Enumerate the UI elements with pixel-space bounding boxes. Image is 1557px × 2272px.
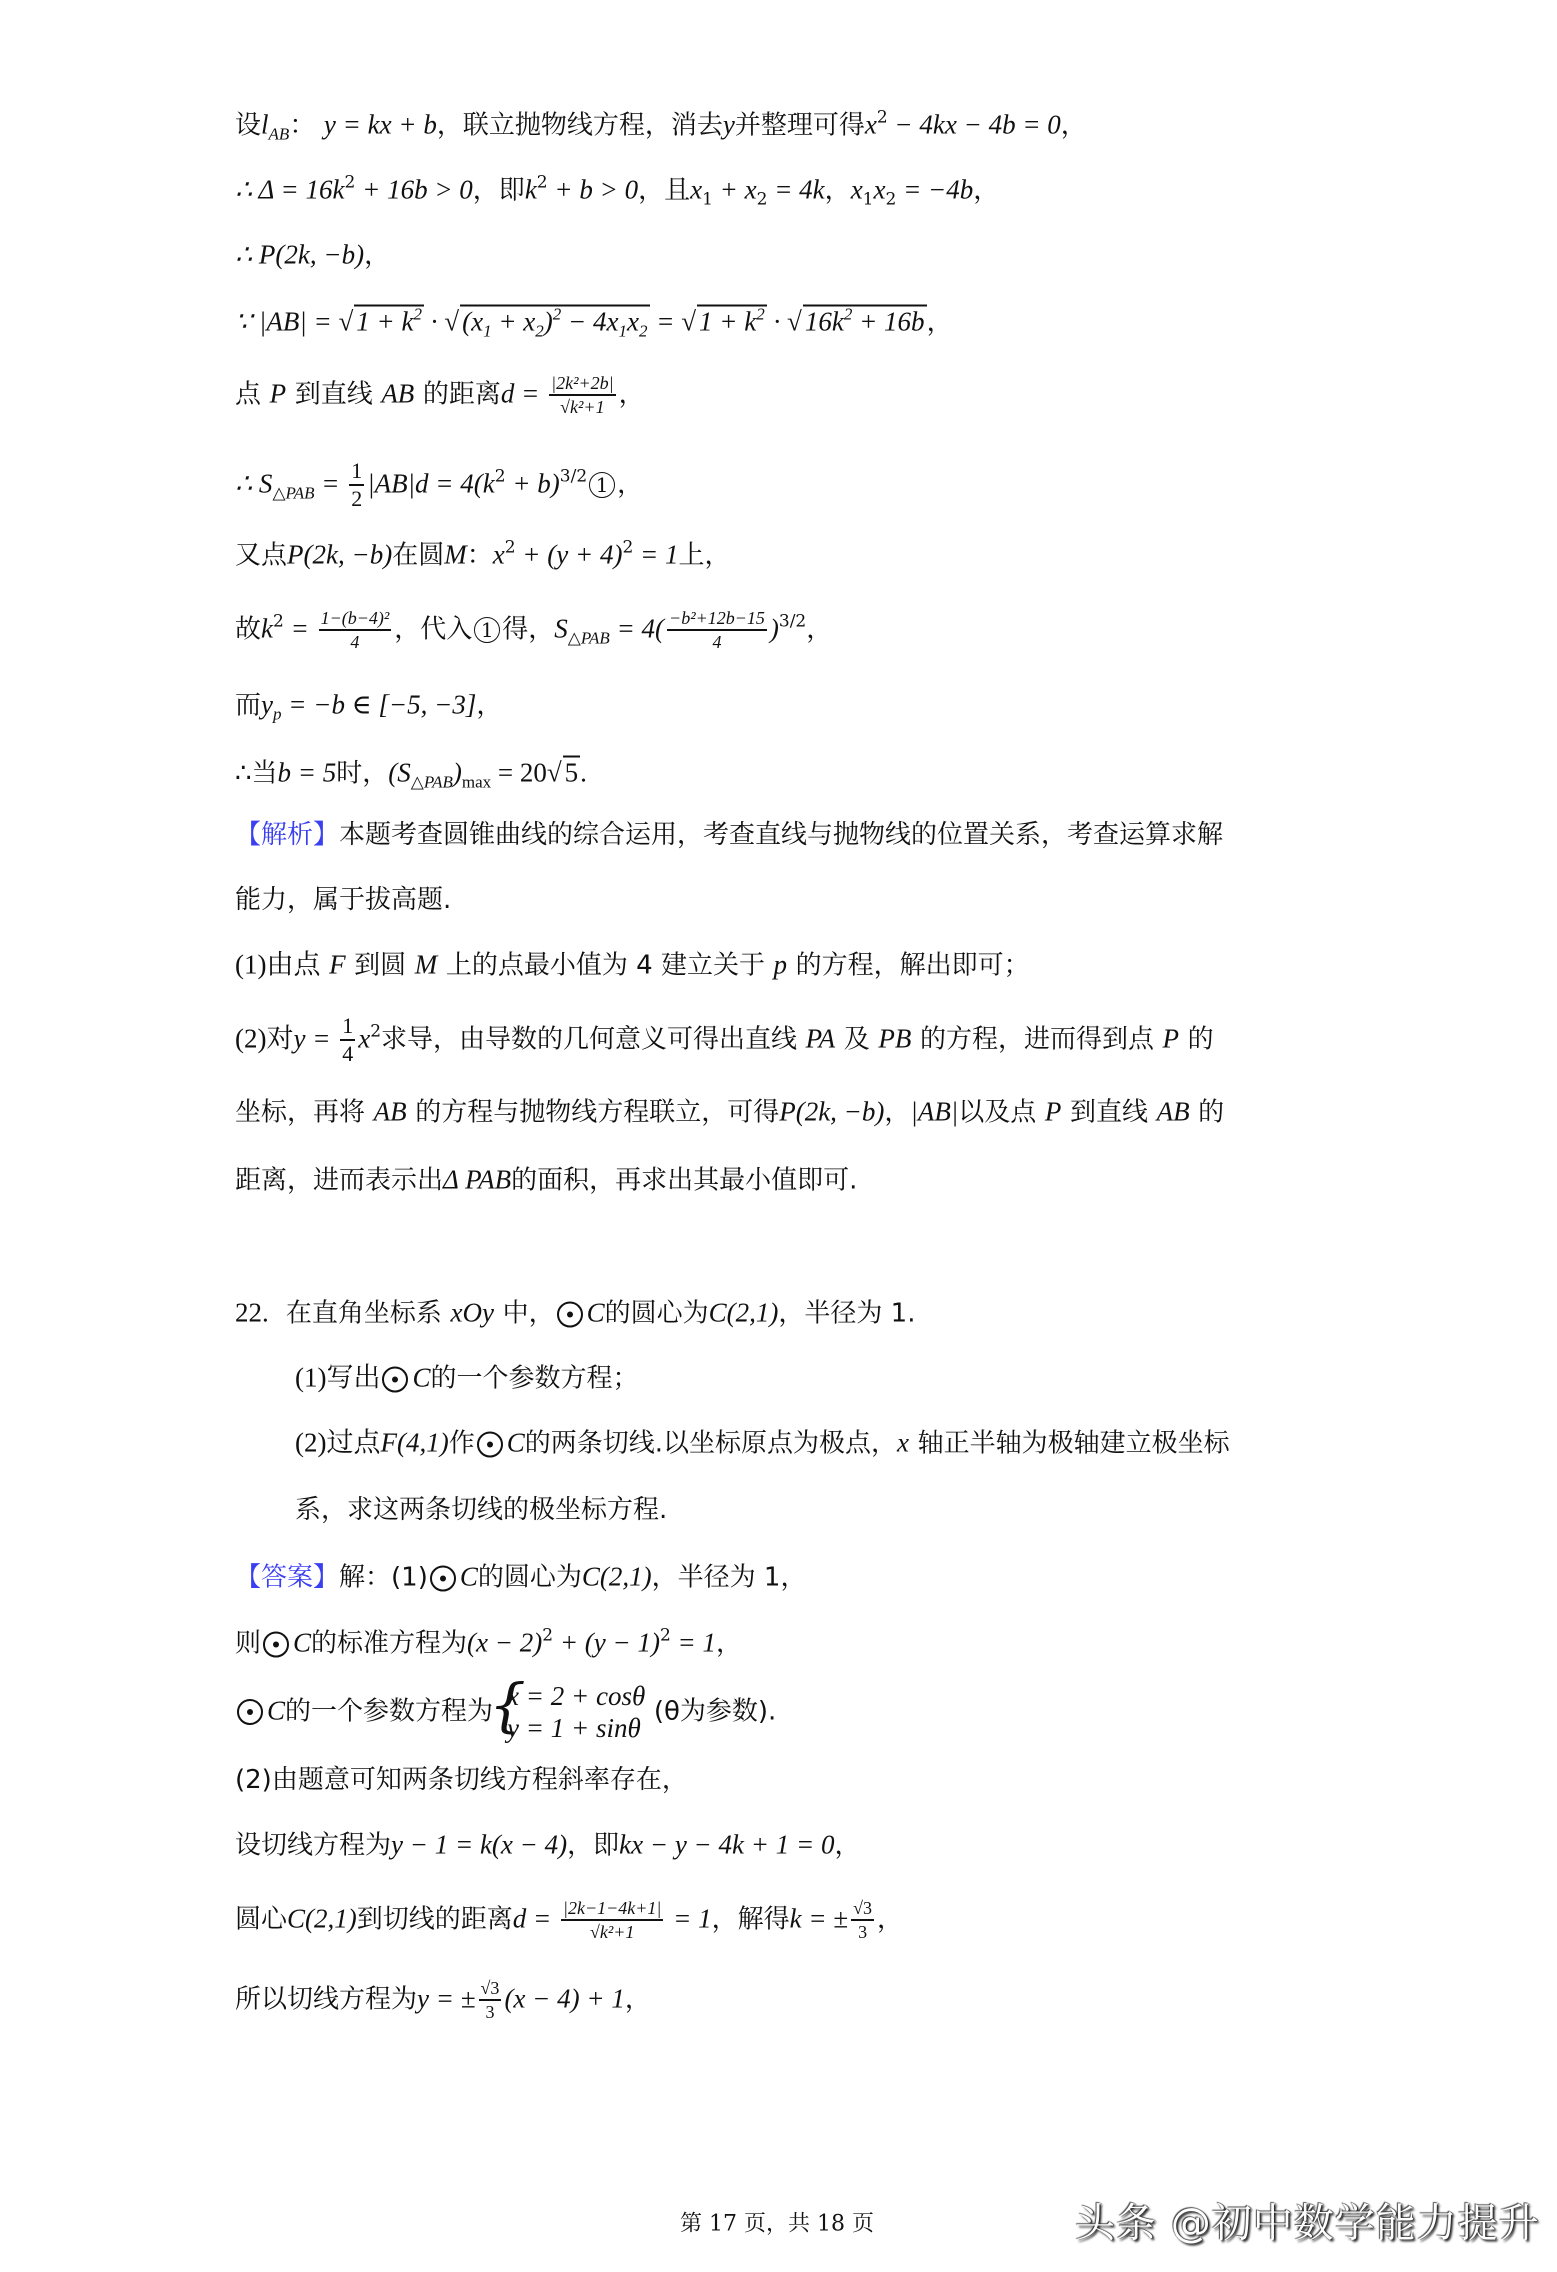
math: x (358, 1023, 371, 1054)
math: + b > 0 (547, 174, 639, 205)
text: ，半径为 1， (651, 1562, 807, 1593)
parametric-system (493, 1680, 645, 1744)
denominator: 4 (712, 632, 722, 652)
math: = 4k (767, 174, 825, 205)
fraction (549, 372, 615, 418)
question-22-part-1 (295, 1361, 639, 1396)
text: ，且 (638, 175, 691, 206)
math: |AB| (910, 1096, 959, 1127)
math: kx − y − 4k + 1 = 0 (619, 1829, 835, 1860)
math: + (y + 4) (515, 539, 623, 570)
math-sup: 2 (536, 172, 548, 193)
circle-dot-icon (382, 1366, 408, 1392)
text: 解：(1) (339, 1562, 428, 1593)
math: ∴ Δ = 16k (235, 174, 345, 205)
text: ： (466, 540, 493, 571)
math: (S (388, 757, 411, 788)
math: AB (373, 1096, 407, 1127)
math-sub: 2 (885, 189, 897, 210)
text: 中， (502, 1298, 555, 1329)
text: 的 (1187, 1024, 1214, 1055)
math-sup: 2 (756, 304, 765, 324)
math: b = 5 (277, 757, 337, 788)
text: 到切线的距离 (356, 1904, 513, 1935)
math: x (864, 109, 877, 140)
math-sub: 1 (862, 189, 874, 210)
text: 的面积，再求出其最小值即可. (511, 1165, 858, 1196)
analysis-tag: 【解析】 (235, 820, 340, 850)
answer-line-5 (235, 1828, 860, 1863)
text: 则 (235, 1628, 262, 1659)
math-sub: max (461, 772, 492, 792)
math: + x (712, 174, 757, 205)
fraction (561, 1897, 663, 1943)
text: 以及点 (958, 1097, 1037, 1128)
watermark: 头条 @初中数学能力提升 (1075, 2200, 1540, 2247)
math: y − 1 = k(x − 4) (391, 1829, 568, 1860)
text: 的方程，解出即可； (795, 950, 1030, 981)
math-sub: 1 (483, 321, 492, 341)
text: 时， (336, 758, 389, 789)
math: + 16b (852, 306, 925, 337)
math: + 16b > 0 (355, 174, 473, 205)
analysis-line-6 (235, 1163, 857, 1198)
math: = −b ∈ [−5, −3] (281, 689, 477, 720)
numerator: |2k²+2b| (549, 372, 615, 396)
text: ， (364, 240, 391, 271)
text: 的方程，进而得到点 (919, 1024, 1154, 1055)
text: 圆心 (235, 1904, 288, 1935)
denominator: √k²+1 (560, 397, 605, 417)
text: 求导，由导数的几何意义可得出直线 (381, 1024, 798, 1055)
math-sup: 2 (843, 304, 853, 324)
fraction (851, 1897, 874, 1943)
text: 设 (235, 110, 262, 141)
math: xOy (450, 1297, 494, 1328)
text: 并整理可得 (734, 110, 865, 141)
math: = −4b (896, 174, 974, 205)
text: 坐标，再将 (235, 1097, 366, 1128)
math-sup: 2 (552, 304, 562, 324)
math: p (773, 949, 788, 980)
text: 而 (235, 690, 262, 721)
math: C(2,1) (581, 1561, 652, 1592)
math: 1 + k (356, 306, 414, 337)
math-sub: 2 (535, 321, 544, 341)
text: 上的点最小值为 4 建立关于 (445, 950, 765, 981)
math: y = kx + b (323, 109, 437, 140)
math: |AB|d = 4(k (367, 468, 495, 499)
text: ， (617, 469, 644, 500)
circled-number-icon: 1 (474, 617, 500, 643)
question-22-part-2 (295, 1426, 1230, 1461)
text: (2)过点 (295, 1427, 381, 1458)
math: P (269, 378, 287, 409)
math: 16k (804, 306, 844, 337)
text: ， (824, 175, 851, 206)
text: 设切线方程为 (235, 1830, 392, 1861)
math: y (722, 109, 735, 140)
sqrt (803, 305, 927, 337)
math: d = (500, 378, 547, 409)
math-sub: △PAB (410, 772, 453, 792)
analysis-line-3 (235, 948, 1030, 983)
text: (2)对 (235, 1023, 294, 1054)
math-sup: 2 (370, 1021, 382, 1042)
solution-line-7 (235, 538, 731, 573)
circle-dot-icon (263, 1631, 289, 1657)
math: x (897, 1427, 909, 1458)
math: AB (1156, 1096, 1190, 1127)
text: ，半径为 1. (778, 1298, 916, 1329)
numerator: 1 (340, 1013, 355, 1041)
numerator: −b²+12b−15 (667, 607, 767, 631)
sqrt (460, 304, 649, 341)
math-sup: 2 (876, 107, 888, 128)
text: 又点 (235, 540, 288, 571)
sqrt (697, 305, 767, 337)
math: − 4x (561, 306, 619, 337)
denominator: 3 (485, 2002, 495, 2022)
analysis-line-4 (235, 1013, 1214, 1067)
math: M (444, 539, 467, 570)
math-sub: 2 (756, 189, 768, 210)
text: 能力，属于拔高题. (235, 885, 452, 915)
text: ， (926, 307, 953, 338)
text: ， (884, 1097, 911, 1128)
math: = (283, 613, 316, 644)
solution-line-4 (235, 305, 953, 340)
text: 故 (235, 614, 262, 645)
math: ∴ P(2k, −b) (235, 239, 365, 270)
text: 的圆心为 (477, 1562, 582, 1593)
math: y = ± (417, 1983, 476, 2014)
math: = 4( (609, 613, 665, 644)
math: ∵ |AB| = √ (235, 306, 354, 337)
fraction (340, 1013, 355, 1067)
math-sup: 2 (494, 466, 506, 487)
numerator: 1−(b−4)² (319, 607, 392, 631)
answer-line-2 (235, 1626, 742, 1661)
fraction (349, 458, 364, 512)
math: S (554, 613, 568, 644)
math: ) (452, 757, 462, 788)
math-sup: 3/2 (778, 611, 807, 632)
math: C (506, 1427, 525, 1458)
math: x (873, 174, 886, 205)
math: C (586, 1297, 605, 1328)
fraction (319, 607, 392, 653)
math: = 1 (633, 539, 679, 570)
math: C (412, 1362, 431, 1393)
math: PA (805, 1023, 836, 1054)
text: (2)由题意可知两条切线方程斜率存在， (235, 1765, 688, 1795)
analysis-line-1 (235, 818, 1223, 852)
math: C (293, 1627, 312, 1658)
text: 的两条切线.以坐标原点为极点， (524, 1428, 898, 1459)
math-sup: 2 (622, 537, 634, 558)
math: x (690, 174, 703, 205)
question-number: 22. (235, 1297, 269, 1328)
numerator: √3 (479, 1977, 502, 2001)
math: k (261, 613, 273, 644)
math: P (1162, 1023, 1180, 1054)
math: − 4kx − 4b = 0 (887, 109, 1061, 140)
math: k = ± (789, 1903, 849, 1934)
text: (1)由点 (235, 949, 321, 980)
math: C (459, 1561, 478, 1592)
math: M (414, 949, 438, 980)
text: 的方程与抛物线方程联立，可得 (415, 1097, 780, 1128)
math-sup: 2 (504, 537, 516, 558)
math: . (580, 757, 587, 788)
text: ，联立抛物线方程，消去 (436, 110, 723, 141)
math: C(2,1) (708, 1297, 779, 1328)
text: 在直角坐标系 (285, 1298, 442, 1329)
math: k (524, 174, 537, 205)
text: ： (289, 110, 316, 141)
math-sup: 2 (659, 1625, 671, 1646)
math-sub: 1 (702, 189, 713, 210)
math-sup: 2 (344, 172, 356, 193)
math: P(2k, −b) (287, 539, 393, 570)
fraction (479, 1977, 502, 2023)
numerator: √3 (851, 1897, 874, 1921)
circled-number-icon: 1 (589, 472, 615, 498)
sqrt (354, 305, 424, 337)
math: = (314, 468, 347, 499)
text: 点 (235, 379, 262, 410)
numerator: |2k−1−4k+1| (561, 1897, 663, 1921)
circle-dot-icon (477, 1431, 503, 1457)
text: 到直线 (1069, 1097, 1148, 1128)
denominator: √k²+1 (589, 1922, 635, 1942)
math: = √ (649, 306, 697, 337)
math: + x (491, 306, 536, 337)
text: 的一个参数方程为 (285, 1696, 494, 1727)
math: x (627, 306, 639, 337)
solution-line-5 (235, 372, 645, 418)
text: 所以切线方程为 (235, 1984, 418, 2015)
text: 的一个参数方程； (430, 1363, 639, 1394)
text: ， (973, 175, 1000, 206)
math: AB (381, 378, 415, 409)
text: ， (716, 1628, 743, 1659)
text: ， (618, 379, 645, 410)
math: x (492, 539, 505, 570)
math: C (267, 1695, 286, 1726)
solution-line-9 (235, 688, 502, 723)
math-sup: 2 (413, 304, 423, 324)
text: (θ为参数). (653, 1696, 777, 1727)
math-sub: p (273, 704, 282, 724)
solution-line-10 (235, 756, 587, 791)
text: ， (834, 1830, 861, 1861)
text: 到圆 (354, 950, 407, 981)
math: (x − 4) + 1 (504, 1983, 625, 2014)
math: 1 + k (699, 306, 757, 337)
math-sub: △PAB (567, 628, 610, 648)
text: 的标准方程为 (311, 1628, 468, 1659)
text: 的距离 (422, 379, 501, 410)
math: (x (462, 306, 484, 337)
answer-line-3 (235, 1680, 776, 1744)
text: ， (476, 690, 503, 721)
math: l (261, 109, 269, 140)
sqrt: 5 (564, 757, 579, 788)
solution-line-8 (235, 607, 832, 653)
answer-line-7 (235, 1977, 651, 2023)
answer-line-6 (235, 1897, 903, 1943)
math: · √ (424, 306, 460, 337)
question-22-stem (235, 1296, 915, 1331)
math: d = (512, 1903, 559, 1934)
math: ) (769, 613, 779, 644)
text: ， (624, 1984, 651, 2015)
solution-line-3 (235, 238, 390, 273)
solution-line-2 (235, 173, 999, 208)
math: y = 1 + sinθ (507, 1713, 641, 1743)
math-sub: 1 (618, 321, 628, 341)
math: F (329, 949, 346, 980)
text: 得， (502, 614, 555, 645)
answer-line-1 (235, 1560, 806, 1595)
math: { x = 2 + cosθ (507, 1681, 646, 1711)
denominator: 2 (351, 486, 363, 511)
circle-dot-icon (237, 1699, 263, 1725)
text: 及 (843, 1024, 870, 1055)
answer-tag: 【答案】 (235, 1562, 340, 1593)
math: x (850, 174, 863, 205)
numerator: 1 (349, 458, 364, 486)
math: ∴ S (235, 468, 273, 499)
math: P (1044, 1096, 1062, 1127)
page-number: 第 17 页，共 18 页 (680, 2211, 874, 2237)
math-sub: 2 (639, 321, 648, 341)
text: 本题考查圆锥曲线的综合运用，考查直线与抛物线的位置关系，考查运算求解 (339, 820, 1224, 850)
math: = 20√ (491, 757, 562, 788)
math-sub: AB (268, 124, 290, 144)
text: 作 (448, 1428, 475, 1459)
math: · √ (766, 306, 802, 337)
text: ，代入 (394, 614, 473, 645)
text: 系，求这两条切线的极坐标方程. (295, 1495, 668, 1525)
text: 的 (1198, 1097, 1225, 1128)
circle-dot-icon (430, 1565, 456, 1591)
text: ， (806, 614, 833, 645)
fraction (667, 607, 767, 653)
math: ) (543, 306, 553, 337)
math-sup: 3/2 (559, 466, 588, 487)
text: 轴正半轴为极轴建立极坐标 (917, 1428, 1230, 1459)
math: (x − 2) (467, 1627, 543, 1658)
math: y (261, 689, 273, 720)
text: ， (877, 1904, 904, 1935)
answer-line-4 (235, 1763, 688, 1797)
text: 到直线 (294, 379, 373, 410)
math: + b) (505, 468, 560, 499)
math-sub: △PAB (272, 483, 315, 503)
text: 的圆心为 (604, 1298, 709, 1329)
math: y = (293, 1023, 338, 1054)
analysis-line-5 (235, 1095, 1224, 1130)
math: Δ PAB (443, 1164, 512, 1195)
math: P(2k, −b) (779, 1096, 885, 1127)
math-sup: 2 (542, 1625, 554, 1646)
text: ， (1060, 110, 1087, 141)
text: 距离，进而表示出 (235, 1165, 444, 1196)
text: 上， (678, 540, 731, 571)
question-22-part-2-cont (295, 1493, 667, 1527)
math: + (y − 1) (553, 1627, 660, 1658)
text: (1)写出 (295, 1362, 381, 1393)
math-sup: 2 (273, 611, 284, 632)
math: = 1 (670, 1627, 717, 1658)
text: ∴当 (235, 758, 278, 789)
solution-line-6 (235, 458, 643, 512)
text: ，即 (567, 1830, 620, 1861)
text: ，解得 (711, 1904, 790, 1935)
text: 在圆 (392, 540, 445, 571)
circle-dot-icon (557, 1301, 583, 1327)
math: F(4,1) (380, 1427, 449, 1458)
analysis-line-2 (235, 883, 451, 917)
math: C(2,1) (287, 1903, 357, 1934)
math: = 1 (666, 1903, 712, 1934)
denominator: 4 (342, 1041, 354, 1066)
denominator: 4 (350, 632, 360, 652)
solution-line-1 (235, 108, 1087, 143)
denominator: 3 (858, 1922, 868, 1942)
math: PB (878, 1023, 912, 1054)
text: ，即 (472, 175, 525, 206)
